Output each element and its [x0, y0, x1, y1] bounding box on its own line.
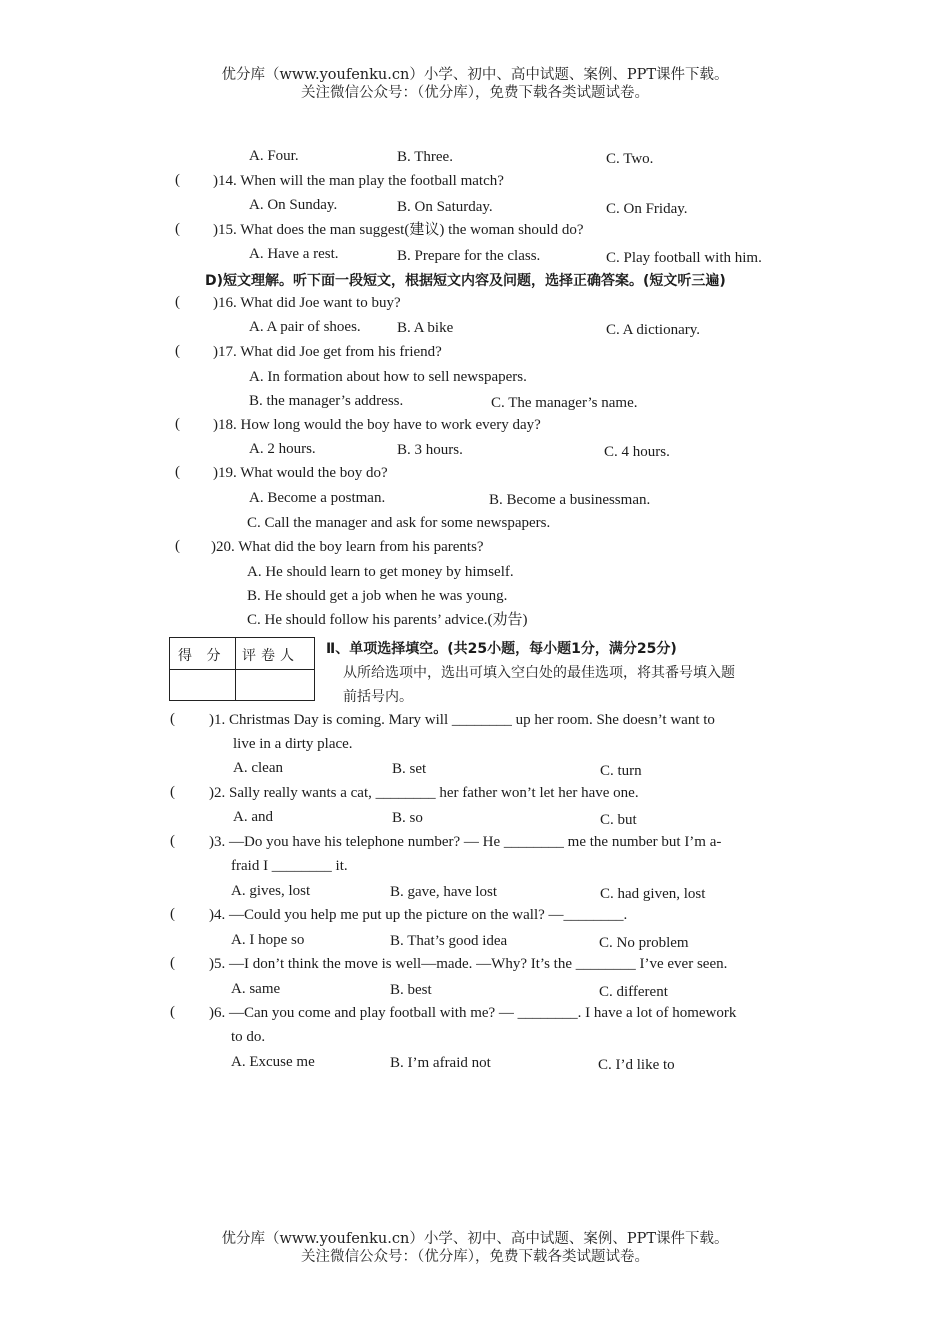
section-2-instructions-1: 从所给选项中，选出可填入空白处的最佳选项，将其番号填入题	[343, 665, 735, 681]
answer-paren-16: (	[175, 294, 180, 310]
footer-line-1: 优分库（www.youfenku.cn）小学、初中、高中试题、案例、PPT课件下载。	[221, 1231, 729, 1247]
score-cell[interactable]	[170, 670, 235, 700]
q17-option-a: A. In formation about how to sell newspapers.	[249, 369, 527, 385]
q16-option-a: A. A pair of shoes.	[249, 319, 361, 335]
g1-stem: )1. Christmas Day is coming. Mary will ________ up her room. She doesn’t want to	[209, 712, 715, 728]
g3-option-a: A. gives, lost	[231, 883, 311, 899]
g6-stem: )6. —Can you come and play football with me? — ________. I have a lot of homework	[209, 1005, 737, 1021]
q18-option-a: A. 2 hours.	[249, 441, 316, 457]
section-2-instructions-2: 前括号内。	[343, 689, 413, 705]
answer-paren-g3: (	[170, 833, 175, 849]
answer-paren-18: (	[175, 416, 180, 432]
g4-option-c: C. No problem	[599, 935, 689, 951]
q13-option-a: A. Four.	[249, 148, 299, 164]
q15-option-b: B. Prepare for the class.	[397, 248, 541, 264]
page-footer	[0, 1230, 950, 1266]
footer-line-2: 关注微信公众号：（优分库），免费下载各类试题试卷。	[301, 1249, 649, 1265]
q19-option-a: A. Become a postman.	[249, 490, 386, 506]
header-line-1: 优分库（www.youfenku.cn）小学、初中、高中试题、案例、PPT课件下载。	[221, 67, 729, 83]
g2-stem: )2. Sally really wants a cat, ________ her father won’t let her have one.	[209, 785, 639, 801]
answer-paren-g5: (	[170, 955, 175, 971]
g2-option-c: C. but	[600, 812, 637, 828]
g6-option-a: A. Excuse me	[231, 1054, 315, 1070]
answer-paren-15: (	[175, 221, 180, 237]
grader-cell[interactable]	[237, 670, 314, 700]
q15-option-c: C. Play football with him.	[606, 250, 762, 266]
page-header	[0, 66, 950, 102]
answer-paren-g4: (	[170, 906, 175, 922]
score-table	[169, 637, 315, 701]
header-line-2: 关注微信公众号：（优分库），免费下载各类试题试卷。	[301, 85, 649, 101]
q16-option-b: B. A bike	[397, 320, 454, 336]
g3-stem-cont: fraid I ________ it.	[231, 858, 348, 874]
q15-option-a: A. Have a rest.	[249, 246, 339, 262]
q16-option-c: C. A dictionary.	[606, 322, 701, 338]
g1-stem-cont: live in a dirty place.	[233, 736, 353, 752]
g5-option-b: B. best	[390, 982, 432, 998]
g1-option-b: B. set	[392, 761, 427, 777]
answer-paren-g6: (	[170, 1004, 175, 1020]
q18-option-c: C. 4 hours.	[604, 444, 670, 460]
g5-option-c: C. different	[599, 984, 668, 1000]
q19-option-c: C. Call the manager and ask for some newspapers.	[247, 515, 551, 531]
q14-option-a: A. On Sunday.	[249, 197, 338, 213]
g5-option-a: A. same	[231, 981, 281, 997]
g4-option-b: B. That’s good idea	[390, 933, 508, 949]
q13-option-b: B. Three.	[397, 149, 453, 165]
q18-option-b: B. 3 hours.	[397, 442, 463, 458]
answer-paren-19: (	[175, 464, 180, 480]
q17-option-c: C. The manager’s name.	[491, 395, 638, 411]
g4-stem: )4. —Could you help me put up the picture on the wall? —________.	[209, 907, 628, 923]
section-2-title: Ⅱ、单项选择填空。(共25小题，每小题1分，满分25分)	[326, 641, 677, 657]
g2-option-a: A. and	[233, 809, 273, 825]
q20-option-b: B. He should get a job when he was young.	[247, 588, 508, 604]
answer-paren-g1: (	[170, 711, 175, 727]
g6-option-b: B. I’m afraid not	[390, 1055, 491, 1071]
q14-stem: )14. When will the man play the football match?	[213, 173, 504, 189]
q15-stem: )15. What does the man suggest(建议) the woman should do?	[213, 222, 584, 238]
section-d-title: D)短文理解。听下面一段短文，根据短文内容及问题，选择正确答案。(短文听三遍)	[205, 273, 726, 289]
answer-paren-17: (	[175, 343, 180, 359]
g6-option-c: C. I’d like to	[598, 1057, 675, 1073]
q13-option-c: C. Two.	[606, 151, 654, 167]
g6-stem-cont: to do.	[231, 1029, 266, 1045]
g1-option-a: A. clean	[233, 760, 283, 776]
score-header: 得 分	[178, 648, 226, 664]
g2-option-b: B. so	[392, 810, 423, 826]
q20-option-c: C. He should follow his parents’ advice.(劝告)	[247, 612, 528, 628]
g3-stem: )3. —Do you have his telephone number? — He ________ me the number but I’m a-	[209, 834, 722, 850]
answer-paren-20: (	[175, 538, 180, 554]
q18-stem: )18. How long would the boy have to work every day?	[213, 417, 541, 433]
q16-stem: )16. What did Joe want to buy?	[213, 295, 401, 311]
q14-option-b: B. On Saturday.	[397, 199, 493, 215]
q17-option-b: B. the manager’s address.	[249, 393, 404, 409]
q20-option-a: A. He should learn to get money by himself.	[247, 564, 514, 580]
q14-option-c: C. On Friday.	[606, 201, 688, 217]
g3-option-c: C. had given, lost	[600, 886, 706, 902]
g1-option-c: C. turn	[600, 763, 642, 779]
answer-paren-g2: (	[170, 784, 175, 800]
g3-option-b: B. gave, have lost	[390, 884, 498, 900]
q17-stem: )17. What did Joe get from his friend?	[213, 344, 442, 360]
q19-stem: )19. What would the boy do?	[213, 465, 388, 481]
q20-stem: )20. What did the boy learn from his parents?	[211, 539, 484, 555]
g5-stem: )5. —I don’t think the move is well—made. —Why? It’s the ________ I’ve ever seen.	[209, 956, 728, 972]
answer-paren-14: (	[175, 172, 180, 188]
grader-header: 评卷人	[242, 648, 299, 664]
g4-option-a: A. I hope so	[231, 932, 305, 948]
q19-option-b: B. Become a businessman.	[489, 492, 651, 508]
